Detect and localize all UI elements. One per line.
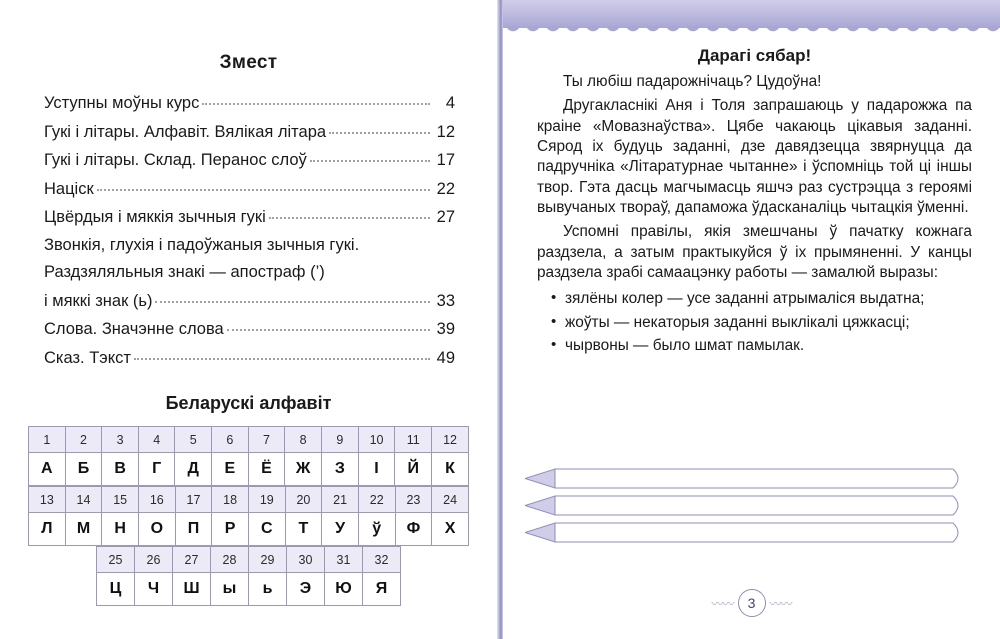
alphabet-letter-cell: А	[29, 453, 66, 486]
toc-entry-page: 39	[436, 320, 455, 338]
toc-entry-page: 17	[436, 151, 455, 169]
alphabet-letter-cell: Х	[432, 513, 469, 546]
alphabet-letter-cell: Й	[395, 453, 432, 486]
toc-leader-dots	[202, 91, 430, 105]
alphabet-number-cell: 2	[65, 427, 102, 453]
toc-entry-label: Гукі і літары. Склад. Перанос слоў	[44, 151, 307, 169]
alphabet-number-cell: 17	[175, 487, 212, 513]
toc-entry-page: 27	[436, 208, 455, 226]
alphabet-letter-cell: Э	[287, 573, 325, 606]
toc-leader-dots	[134, 346, 430, 360]
alphabet-letter-cell: Р	[212, 513, 249, 546]
alphabet-letter-cell: Е	[212, 453, 249, 486]
alphabet-letter-row	[97, 573, 401, 606]
alphabet-number-cell: 25	[97, 547, 135, 573]
toc-leader-dots	[227, 317, 430, 331]
toc-leader-dots	[269, 205, 430, 219]
pencil-green	[525, 468, 982, 489]
left-page	[0, 0, 497, 639]
alphabet-number-cell: 30	[287, 547, 325, 573]
alphabet-table	[28, 426, 469, 486]
alphabet-letter-cell: У	[322, 513, 359, 546]
toc-entry-label: Гукі і літары. Алфавіт. Вялікая літара	[44, 122, 327, 141]
alphabet-number-cell: 3	[102, 427, 139, 453]
alphabet-table	[28, 486, 469, 546]
toc-entry-page: 22	[436, 179, 455, 198]
alphabet-title: Беларускі алфавіт	[165, 393, 332, 413]
self-assessment-item: • зялёны колер — усе заданні атрымаліся выдатна;	[565, 289, 972, 309]
toc-entry-label: Слова. Значэнне слова	[44, 320, 224, 338]
alphabet-number-cell: 6	[212, 427, 249, 453]
alphabet-tables	[28, 426, 469, 606]
alphabet-letter-cell: М	[65, 513, 102, 546]
pencil-illustrations	[525, 468, 982, 563]
decorative-top-band	[503, 0, 1000, 28]
alphabet-number-cell: 7	[248, 427, 285, 453]
toc-entry-page: 33	[436, 291, 455, 310]
alphabet-number-cell: 26	[135, 547, 173, 573]
self-assessment-list	[537, 289, 972, 356]
intro-paragraph: Успомні правілы, якія змешчаны ў пачатку кожнага раздзела, а затым практыкуйся ў іх прымяненні. У канцы раздзела зрабі самаацэнку работы — замалюй выразы:	[537, 223, 972, 281]
alphabet-number-cell: 10	[358, 427, 395, 453]
alphabet-number-cell: 19	[248, 487, 285, 513]
alphabet-number-cell: 15	[102, 487, 139, 513]
alphabet-table	[96, 546, 401, 606]
page-number-value: 3	[738, 589, 766, 617]
toc-entry-label: Раздзяляльныя знакі — апостраф (’)	[44, 263, 325, 281]
toc-entry[interactable]	[44, 286, 455, 315]
toc-entry-label: і мяккі знак (ь)	[44, 291, 153, 310]
toc-leader-dots	[155, 289, 430, 303]
alphabet-letter-cell: О	[138, 513, 175, 546]
alphabet-letter-cell: ь	[249, 573, 287, 606]
alphabet-number-cell: 23	[395, 487, 432, 513]
alphabet-number-cell: 13	[29, 487, 66, 513]
alphabet-letter-cell: Ш	[173, 573, 211, 606]
alphabet-letter-cell: Ц	[97, 573, 135, 606]
alphabet-letter-cell: Ч	[135, 573, 173, 606]
intro-paragraphs	[537, 72, 972, 283]
right-page	[503, 0, 1000, 639]
alphabet-number-cell: 9	[322, 427, 359, 453]
alphabet-number-row	[97, 547, 401, 573]
toc-entry[interactable]	[44, 314, 455, 343]
alphabet-letter-cell: Ё	[248, 453, 285, 486]
alphabet-letter-cell: І	[358, 453, 395, 486]
toc-entry[interactable]	[44, 117, 455, 146]
alphabet-letter-cell: П	[175, 513, 212, 546]
alphabet-number-cell: 12	[432, 427, 469, 453]
alphabet-letter-cell: Д	[175, 453, 212, 486]
toc-title: Змест	[219, 52, 278, 73]
alphabet-letter-cell: Л	[29, 513, 66, 546]
alphabet-number-cell: 22	[358, 487, 395, 513]
alphabet-letter-cell: Ф	[395, 513, 432, 546]
alphabet-number-cell: 11	[395, 427, 432, 453]
alphabet-letter-cell: З	[322, 453, 359, 486]
toc-entry[interactable]	[44, 145, 455, 174]
toc-entry-page: 12	[436, 122, 455, 141]
alphabet-letter-cell: Ж	[285, 453, 322, 486]
toc-entry[interactable]	[44, 88, 455, 117]
toc-leader-dots	[97, 177, 430, 191]
alphabet-number-cell: 29	[249, 547, 287, 573]
toc-entry[interactable]	[44, 174, 455, 203]
toc-entry-label: Сказ. Тэкст	[44, 348, 131, 367]
alphabet-letter-cell: С	[248, 513, 285, 546]
alphabet-number-cell: 14	[65, 487, 102, 513]
toc-entry-label: Звонкія, глухія і падоўжаныя зычныя гукі.	[44, 235, 360, 254]
alphabet-letter-cell: Г	[138, 453, 175, 486]
toc-leader-dots	[329, 120, 430, 134]
toc-entry[interactable]	[44, 231, 455, 259]
toc-entry-label: Цвёрдыя і мяккія зычныя гукі	[44, 208, 266, 226]
alphabet-letter-cell: К	[432, 453, 469, 486]
alphabet-number-cell: 27	[173, 547, 211, 573]
alphabet-letter-cell: ы	[211, 573, 249, 606]
alphabet-number-cell: 31	[325, 547, 363, 573]
alphabet-number-cell: 5	[175, 427, 212, 453]
intro-paragraph: Ты любіш падарожнічаць? Цудоўна!	[563, 73, 822, 90]
toc-entry[interactable]	[44, 343, 455, 372]
self-assessment-item: • жоўты — некаторыя заданні выклікалі цяжкасці;	[565, 313, 972, 333]
toc-entry-page: 4	[445, 94, 455, 112]
alphabet-number-cell: 1	[29, 427, 66, 453]
greeting-heading: Дарагі сябар!	[697, 46, 812, 65]
alphabet-letter-row	[29, 453, 469, 486]
alphabet-number-cell: 8	[285, 427, 322, 453]
alphabet-number-cell: 21	[322, 487, 359, 513]
alphabet-number-cell: 20	[285, 487, 322, 513]
toc-leader-dots	[362, 235, 430, 247]
alphabet-number-row	[29, 487, 469, 513]
intro-paragraph: Другакласнікі Аня і Толя запрашаюць у падарожжа па краіне «Мовазнаўства». Цябе чакаюць цікавыя заданні. Сярод іх будуць заданні, дзе давядзецца звярнуцца да падручніка «Літаратурнае чытанне» і ўспомніць той ці іншы твор. Гэта дасць магчымасць яшчэ раз сустрэцца з героямі вывучаных твораў, дапаможа ўдасканаліць чытацкія ўменні.	[537, 97, 972, 216]
pencil-red	[525, 522, 982, 543]
alphabet-letter-cell: Ю	[325, 573, 363, 606]
toc-entry[interactable]	[44, 202, 455, 231]
alphabet-letter-cell: Я	[363, 573, 401, 606]
toc-entry[interactable]	[44, 258, 455, 286]
page-number	[503, 589, 1000, 617]
alphabet-number-cell: 24	[432, 487, 469, 513]
alphabet-letter-cell: В	[102, 453, 139, 486]
toc-entry-page: 49	[436, 348, 455, 367]
alphabet-number-cell: 32	[363, 547, 401, 573]
alphabet-number-row	[29, 427, 469, 453]
alphabet-letter-cell: Б	[65, 453, 102, 486]
alphabet-letter-cell: ў	[358, 513, 395, 546]
alphabet-letter-row	[29, 513, 469, 546]
page-number-ornament-right: 〰〰	[769, 596, 792, 611]
toc-leader-dots	[328, 262, 430, 274]
page-number-ornament-left: 〰〰	[711, 596, 734, 611]
alphabet-number-cell: 4	[138, 427, 175, 453]
self-assessment-item: • чырвоны — было шмат памылак.	[565, 336, 972, 356]
alphabet-number-cell: 16	[138, 487, 175, 513]
alphabet-letter-cell: Т	[285, 513, 322, 546]
toc-entry-label: Націск	[44, 179, 94, 198]
toc-entry-label: Уступны моўны курс	[44, 94, 200, 112]
toc-leader-dots	[310, 148, 430, 162]
pencil-yellow	[525, 495, 982, 516]
table-of-contents	[44, 88, 455, 371]
alphabet-number-cell: 18	[212, 487, 249, 513]
alphabet-letter-cell: Н	[102, 513, 139, 546]
alphabet-number-cell: 28	[211, 547, 249, 573]
